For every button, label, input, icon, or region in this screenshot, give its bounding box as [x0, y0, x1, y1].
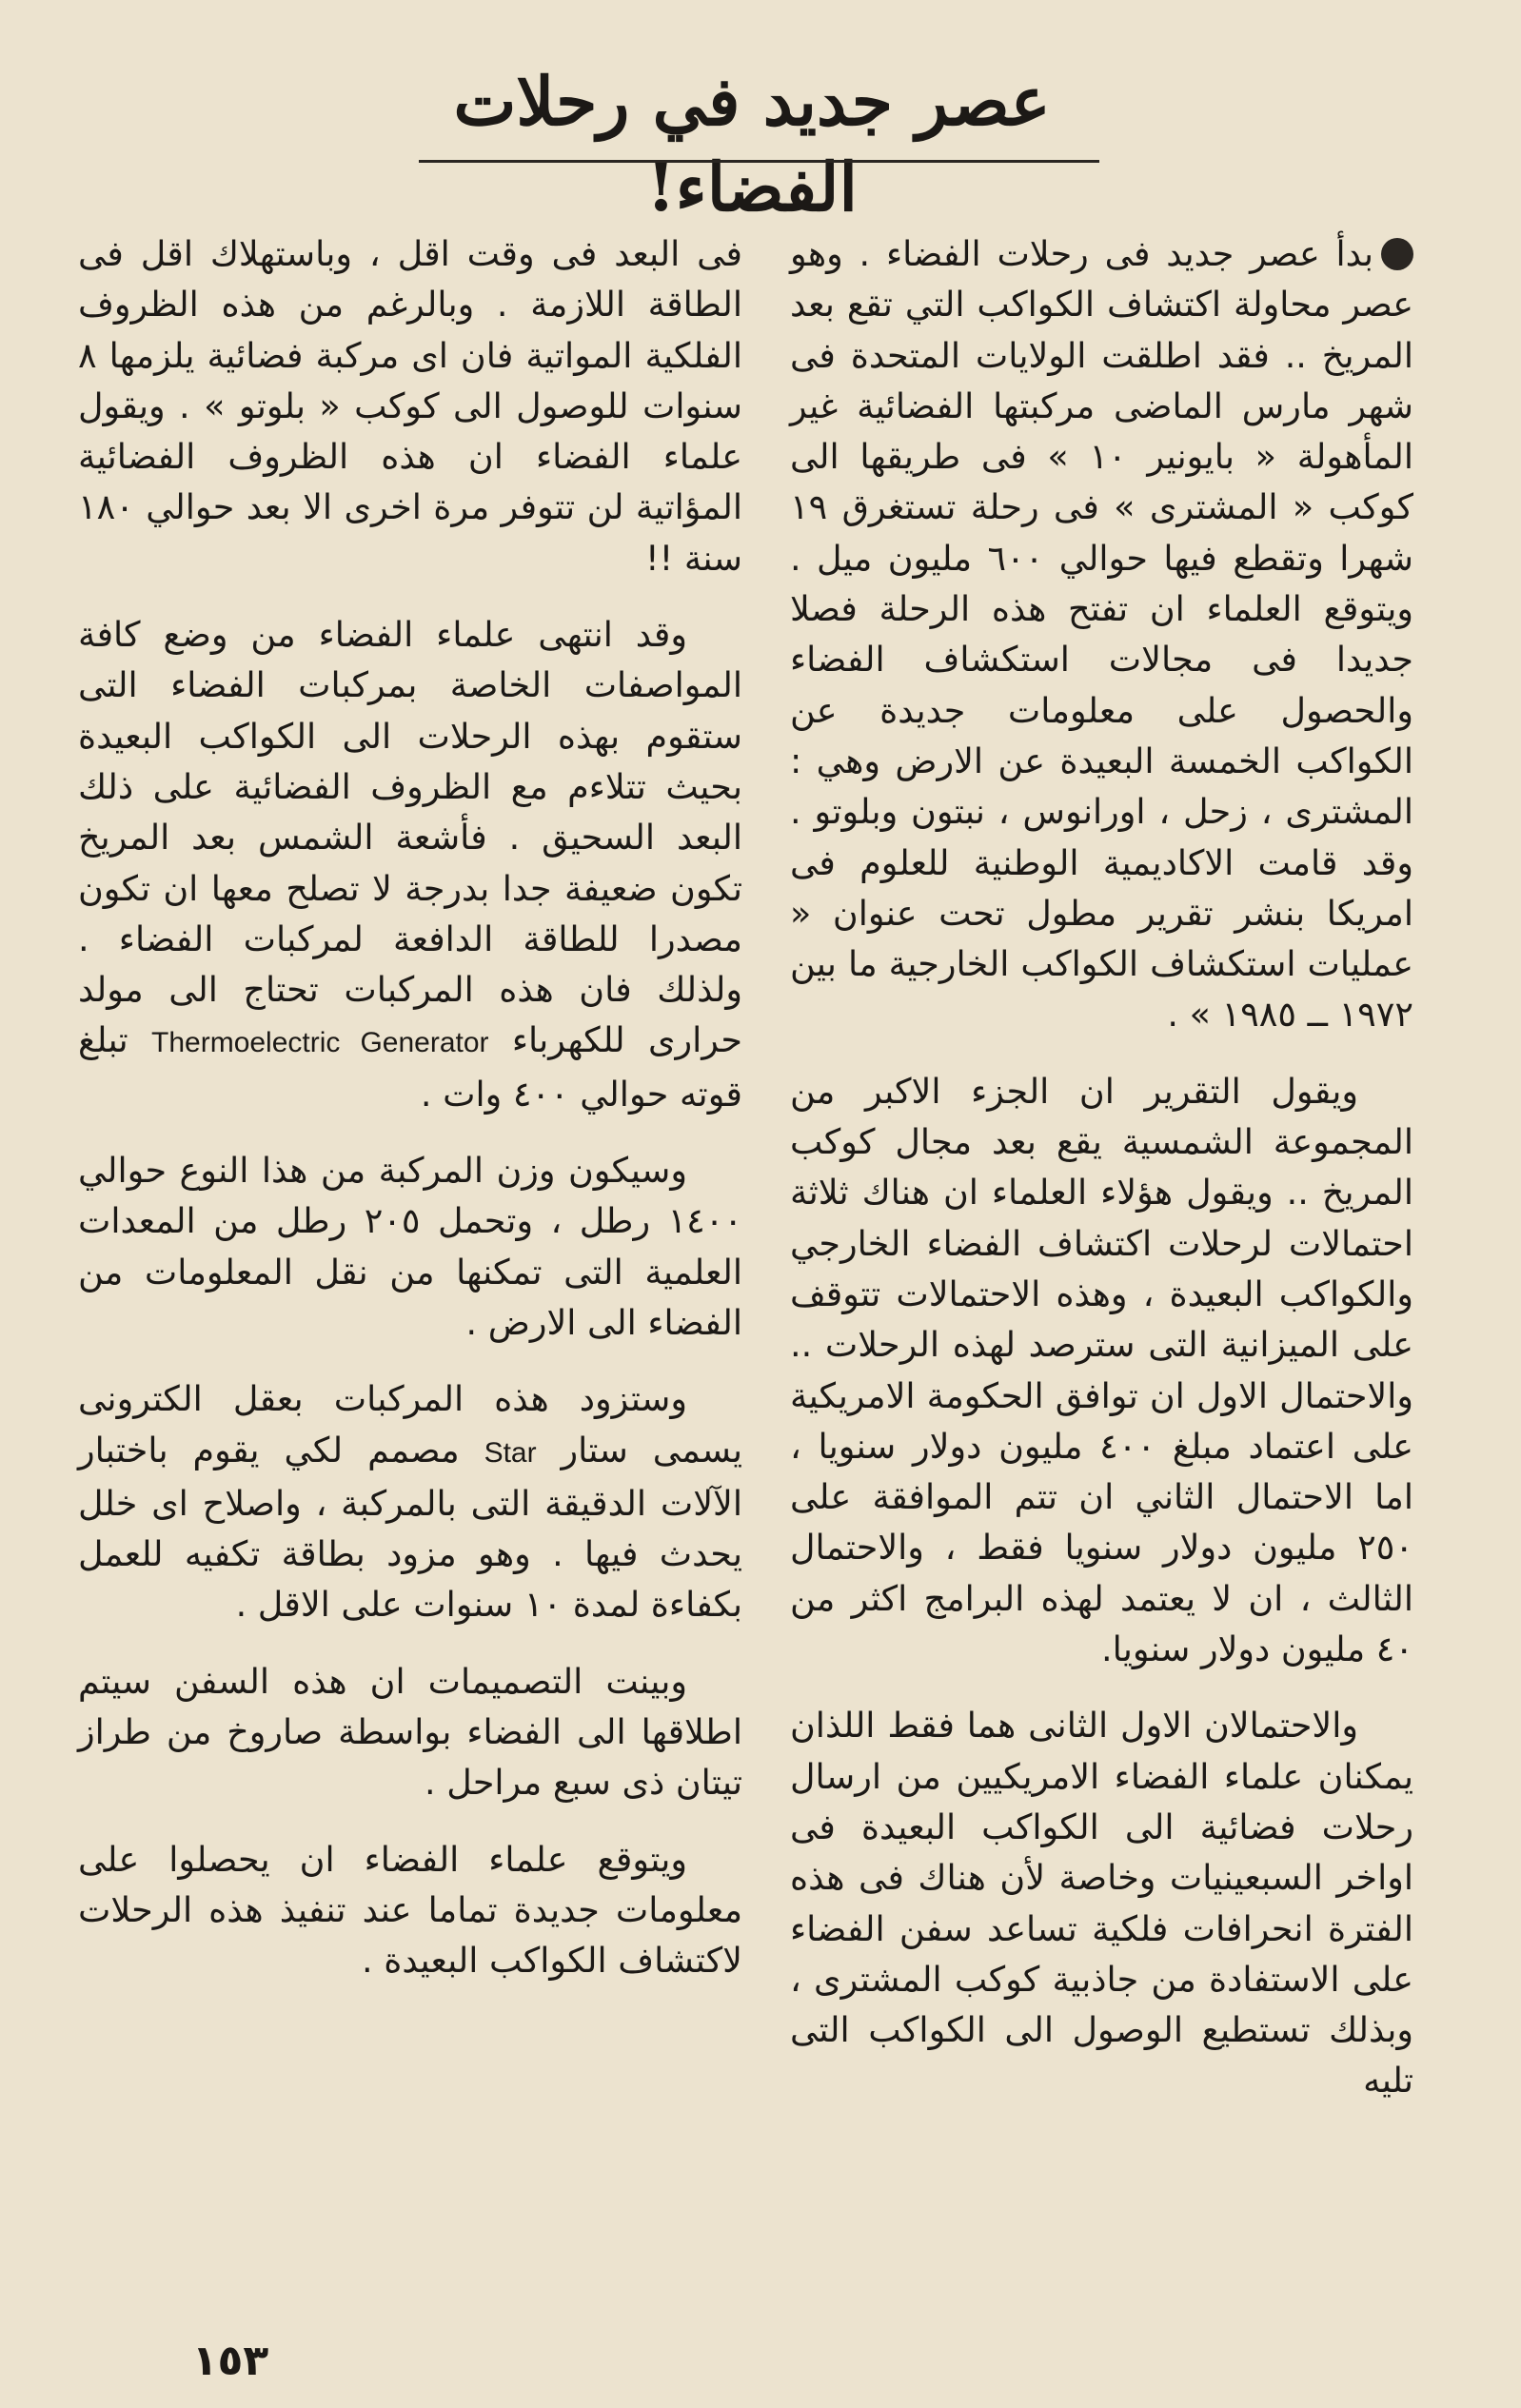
title-underline [419, 160, 1099, 163]
left-column [78, 228, 742, 2012]
left-paragraph-4-text-b: مصمم لكي يقوم باختبار الآلات الدقيقة التى بالمركبة ، واصلاح اى خلل يحدث فيها . وهو مزود بطاقة تكفيه للعمل بكفاءة لمدة ١٠ سنوات على الاقل . [78, 1429, 742, 1626]
left-paragraph-6: ويتوقع علماء الفضاء ان يحصلوا على معلومات جديدة تماما عند تنفيذ هذه الرحلات لاكتشاف الكواكب البعيدة . [78, 1838, 742, 1982]
left-paragraph-2-text-a: وقد انتهى علماء الفضاء من وضع كافة المواصفات الخاصة بمركبات الفضاء التى ستقوم بهذه الرحلات الى الكواكب البعيدة بحيث تتلاءم مع الظروف الفضائية على ذلك البعد السحيق . فأشعة الشمس بعد المريخ تكون ضعيفة جدا بدرجة لا تصلح معها ان تكون مصدرا للطاقة الدافعة لمركبات الفضاء . ولذلك فان هذه المركبات تحتاج الى مولد حرارى للكهرباء [78, 614, 742, 1061]
bullet-icon [1381, 238, 1413, 270]
right-paragraph-1-text: بدأ عصر جديد فى رحلات الفضاء . وهو عصر محاولة اكتشاف الكواكب التي تقع بعد المريخ .. فقد اطلقت الولايات المتحدة فى شهر مارس الماضى مركبتها الفضائية غير المأهولة « بايونير ١٠ » فى طريقها الى كوكب « المشترى » فى رحلة تستغرق ١٩ شهرا وتقطع فيها حوالي ٦٠٠ مليون ميل . ويتوقع العلماء ان تفتح هذه الرحلة فصلا جديدا فى مجالات استكشاف الفضاء والحصول على معلومات جديدة عن الكواكب الخمسة البعيدة عن الارض وهي : المشترى ، زحل ، اورانوس ، نبتون وبلوتو . وقد قامت الاكاديمية الوطنية للعلوم فى امريكا بنشر تقرير مطول تحت عنوان « عمليات استكشاف الكواكب الخارجية ما بين ١٩٧٢ ــ ١٩٨٥ » . [790, 233, 1413, 1036]
left-paragraph-5: وبينت التصميمات ان هذه السفن سيتم اطلاقها الى الفضاء بواسطة صاروخ من طراز تيتان ذى سبع مراحل . [78, 1660, 742, 1804]
generator-english-term: Thermoelectric Generator [151, 1027, 489, 1059]
right-paragraph-3: والاحتمالان الاول الثانى هما فقط اللذان يمكنان علماء الفضاء الامريكيين من ارسال رحلات فضائية الى الكواكب البعيدة فى اواخر السبعينيات وخاصة لأن هناك فى هذه الفترة انحرافات فلكية تساعد سفن الفضاء على الاستفادة من جاذبية كوكب المشترى ، وبذلك تستطيع الوصول الى الكواكب التى تليه [790, 1705, 1413, 2102]
right-column [790, 228, 1413, 2132]
right-paragraph-1 [790, 228, 1413, 1040]
right-paragraph-2: ويقول التقرير ان الجزء الاكبر من المجموعة الشمسية يقع بعد مجال كوكب المريخ .. ويقول هؤلاء العلماء ان هناك ثلاثة احتمالات لرحلات اكتشاف الفضاء الخارجي والكواكب البعيدة ، وهذه الاحتمالات تتوقف على الميزانية التى سترصد لهذه الرحلات .. والاحتمال الاول ان توافق الحكومة الامريكية على اعتماد مبلغ ٤٠٠ مليون دولار سنويا ، اما الاحتمال الثاني ان تتم الموافقة على ٢٥٠ مليون دولار سنويا فقط ، والاحتمال الثالث ، ان لا يعتمد لهذه البرامج اكثر من ٤٠ مليون دولار سنويا. [790, 1070, 1414, 1670]
left-paragraph-1: فى البعد فى وقت اقل ، وباستهلاك اقل فى الطاقة اللازمة . وبالرغم من هذه الظروف الفلكية المواتية فان اى مركبة فضائية يلزمها ٨ سنوات للوصول الى كوكب « بلوتو » . ويقول علماء الفضاء ان هذه الظروف الفضائية المؤاتية لن تتوفر مرة اخرى الا بعد حوالي ١٨٠ سنة !! [78, 233, 742, 579]
left-paragraph-3: وسيكون وزن المركبة من هذا النوع حوالي ١٤٠٠ رطل ، وتحمل ٢٠٥ رطل من المعدات العلمية التى تمكنها من نقل المعلومات من الفضاء الى الارض . [78, 1150, 742, 1343]
left-paragraph-2-text-b: تبلغ قوته حوالي ٤٠٠ وات . [78, 1019, 742, 1115]
left-paragraph-4 [78, 1373, 742, 1629]
left-paragraph-4-text-a: وستزود هذه المركبات بعقل الكترونى يسمى ستار [78, 1378, 742, 1470]
star-english-term: Star [484, 1436, 537, 1469]
page-number: ١٥٣ [191, 2337, 269, 2385]
left-paragraph-2 [78, 609, 742, 1119]
article-title: عصر جديد في رحلات الفضاء! [453, 62, 1051, 227]
